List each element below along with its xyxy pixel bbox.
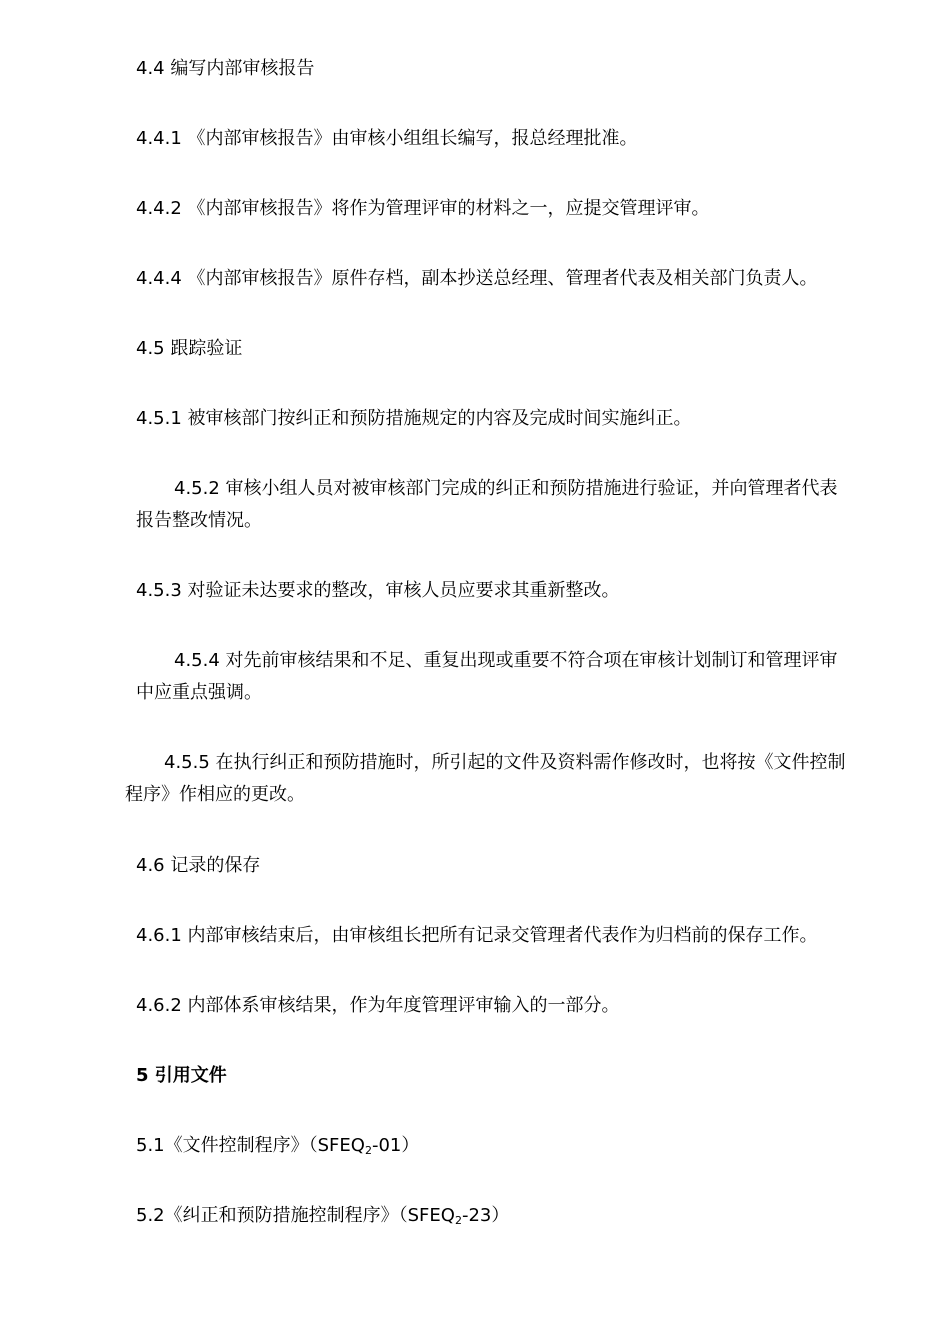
paragraph-4-5-1: 4.5.1 被审核部门按纠正和预防措施规定的内容及完成时间实施纠正。 (136, 408, 692, 429)
reference-5-2-subscript: 2 (454, 1214, 462, 1227)
paragraph-4-6-1: 4.6.1 内部审核结束后，由审核组长把所有记录交管理者代表作为归档前的保存工作。 (136, 925, 818, 946)
section-heading-5: 5 引用文件 (136, 1065, 227, 1086)
paragraph-4-5-5-line-2: 程序》作相应的更改。 (125, 784, 305, 805)
reference-5-2-suffix: -23） (461, 1205, 510, 1226)
reference-5-2 (136, 1200, 509, 1232)
paragraph-4-6-2: 4.6.2 内部体系审核结果，作为年度管理评审输入的一部分。 (136, 995, 620, 1016)
paragraph-4-5-4-line-1: 4.5.4 对先前审核结果和不足、重复出现或重要不符合项在审核计划制订和管理评审 (174, 650, 838, 671)
reference-5-1-prefix: 5.1《文件控制程序》（SFEQ (136, 1135, 365, 1156)
paragraph-4-5-3: 4.5.3 对验证未达要求的整改，审核人员应要求其重新整改。 (136, 580, 620, 601)
paragraph-4-5-5-line-1: 4.5.5 在执行纠正和预防措施时，所引起的文件及资料需作修改时，也将按《文件控制 (164, 752, 846, 773)
reference-5-1-subscript: 2 (364, 1144, 372, 1157)
section-heading-4-4: 4.4 编写内部审核报告 (136, 58, 315, 79)
section-heading-4-6: 4.6 记录的保存 (136, 855, 261, 876)
paragraph-4-5-4-line-2: 中应重点强调。 (136, 682, 262, 703)
section-heading-4-5: 4.5 跟踪验证 (136, 338, 243, 359)
reference-5-1 (136, 1130, 419, 1162)
paragraph-4-4-1: 4.4.1 《内部审核报告》由审核小组组长编写，报总经理批准。 (136, 128, 638, 149)
paragraph-4-4-2: 4.4.2 《内部审核报告》将作为管理评审的材料之一，应提交管理评审。 (136, 198, 710, 219)
reference-5-2-prefix: 5.2《纠正和预防措施控制程序》（SFEQ (136, 1205, 455, 1226)
reference-5-1-suffix: -01） (371, 1135, 420, 1156)
paragraph-4-4-4: 4.4.4 《内部审核报告》原件存档，副本抄送总经理、管理者代表及相关部门负责人。 (136, 268, 818, 289)
paragraph-4-5-2-line-1: 4.5.2 审核小组人员对被审核部门完成的纠正和预防措施进行验证，并向管理者代表 (174, 478, 838, 499)
paragraph-4-5-2-line-2: 报告整改情况。 (136, 510, 262, 531)
